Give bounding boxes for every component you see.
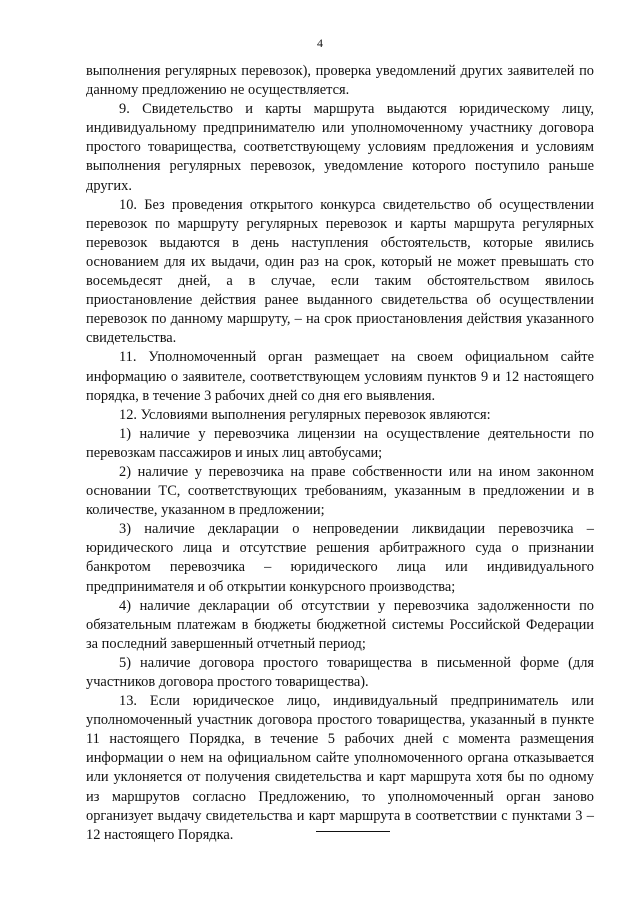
paragraph: выполнения регулярных перевозок), проверка уведомлений других заявителей по данному предложению не осуществляется. xyxy=(86,63,594,99)
page-number: 4 xyxy=(317,36,323,50)
paragraph: 13. Если юридическое лицо, индивидуальный предприниматель или уполномоченный участник договора простого товарищества, указанный в пункте 11 настоящего Порядка, в течение 5 рабочих дней с момента размещения информации о нем на официальном сайте уполномоченного органа отказывается или уклоняется от получения свидетельства и карт маршрута хотя бы по одному из маршрутов согласно Предложению, то уполномоченный орган заново организует выдачу свидетельства и карт маршрута в соответствии с пунктами 3 – 12 настоящего Порядка. xyxy=(86,693,594,843)
paragraph: 2) наличие у перевозчика на праве собственности или на ином законном основании ТС, соответствующих требованиям, указанным в предложении и в количестве, указанном в предложении; xyxy=(86,463,594,519)
paragraph: 5) наличие договора простого товарищества в письменной форме (для участников договора простого товарищества). xyxy=(86,654,594,690)
paragraph: 4) наличие декларации об отсутствии у перевозчика задолженности по обязательным платежам в бюджеты бюджетной системы Российской Федерации за последний завершенный отчетный период; xyxy=(86,597,594,652)
paragraph: 9. Свидетельство и карты маршрута выдаются юридическому лицу, индивидуальному предпринимателю или уполномоченному участнику договора простого товарищества, соответствующему условиям предложения и условиям выполнения регулярных перевозок, уведомление которого поступило раньше других. xyxy=(86,101,594,194)
paragraph: 10. Без проведения открытого конкурса свидетельство об осуществлении перевозок по маршруту регулярных перевозок и карты маршрута регулярных перевозок выдаются в день наступления обстоятельств, которые явились основанием для их выдачи, один раз на срок, который не может превышать сто восемьдесят дней, а в случае, если таким обстоятельством явилось приостановление действия ранее выданного свидетельства об осуществлении перевозок по данному маршруту, – на срок приостановления действия указанного свидетельства. xyxy=(86,196,594,347)
paragraph: 11. Уполномоченный орган размещает на своем официальном сайте информацию о заявителе, соответствующем условиям пунктов 9 и 12 настоящего порядка, в течение 3 рабочих дней со дня его выявления. xyxy=(86,349,594,404)
paragraph: 1) наличие у перевозчика лицензии на осуществление деятельности по перевозкам пассажиров и иных лиц автобусами; xyxy=(86,425,594,461)
document-body xyxy=(86,62,594,845)
end-rule xyxy=(316,831,390,832)
paragraph: 3) наличие декларации о непроведении ликвидации перевозчика – юридического лица и отсутствие решения арбитражного суда о признании банкротом перевозчика – юридического лица или индивидуального предпринимателя и об открытии конкурсного производства; xyxy=(86,521,594,595)
paragraph: 12. Условиями выполнения регулярных перевозок являются: xyxy=(119,406,491,423)
